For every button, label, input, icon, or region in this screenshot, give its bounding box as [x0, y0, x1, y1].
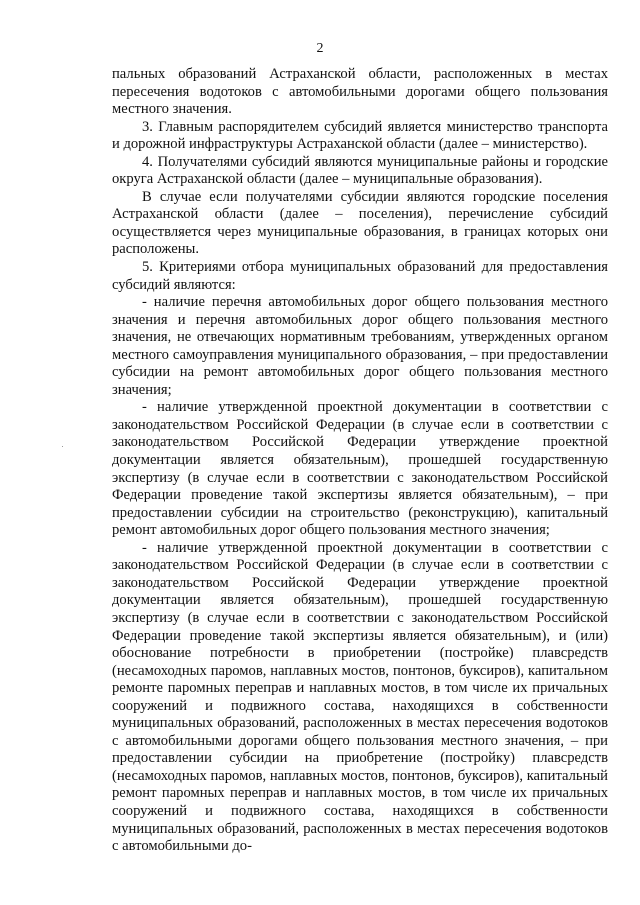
- scan-artifact: [62, 446, 63, 447]
- paragraph-recipients: 4. Получателями субсидий являются муниципальные районы и городские округа Астраханской области (далее – муниципальные образования).: [112, 153, 608, 188]
- paragraph-main-distributor: 3. Главным распорядителем субсидий является министерство транспорта и дорожной инфраструктуры Астраханской области (далее – министерство).: [112, 118, 608, 153]
- paragraph-continuation: пальных образований Астраханской области, расположенных в местах пересечения водотоков с автомобильными дорогами общего пользования местного значения.: [112, 66, 608, 118]
- page-number: 2: [316, 41, 324, 56]
- paragraph-criterion-ferries: - наличие утвержденной проектной документации в соответствии с законодательством Российской Федерации (в случае если в соответствии с законодательством Российской Федерации утверждение проектной документации является обязательным), прошедшей государственную экспертизу (в случае если в соответствии с законодательством Российской Федерации проведение такой экспертизы является обязательным), и (или) обоснование потребности в приобретении (постройке) плавсредств (несамоходных паромов, наплавных мостов, понтонов, буксиров), капитальном ремонте паромных переправ и наплавных мостов, в том числе их причальных сооружений и подвижного состава, находящихся в собственности муниципальных образований, расположенных в местах пересечения водотоков с автомобильными дорогами общего пользования местного значения, – при предоставлении субсидии на приобретение (постройку) плавсредств (несамоходных паромов, наплавных мостов, понтонов, буксиров), капитальный ремонт паромных переправ и наплавных мостов, в том числе их причальных сооружений и подвижного состава, находящихся в собственности муниципальных образований, расположенных в местах пересечения водотоков с автомобильными до-: [112, 539, 608, 855]
- paragraph-settlements: В случае если получателями субсидии являются городские поселения Астраханской области (далее – поселения), перечисление субсидий осуществляется через муниципальные образования, в границах которых они расположены.: [112, 188, 608, 258]
- paragraph-criterion-road-list: - наличие перечня автомобильных дорог общего пользования местного значения и перечня автомобильных дорог общего пользования местного значения, не отвечающих нормативным требованиям, утвержденных органом местного самоуправления муниципального образования, – при предоставлении субсидии на ремонт автомобильных дорог общего пользования местного значения;: [112, 294, 608, 398]
- paragraph-selection-criteria: 5. Критериями отбора муниципальных образований для предоставления субсидий являются:: [112, 259, 608, 293]
- document-body: [112, 66, 608, 856]
- paragraph-criterion-project-docs: - наличие утвержденной проектной документации в соответствии с законодательством Российской Федерации (в случае если в соответствии с законодательством Российской Федерации утверждение проектной документации является обязательным), прошедшей государственную экспертизу (в случае если в соответствии с законодательством Российской Федерации проведение такой экспертизы является обязательным), – при предоставлении субсидии на строительство (реконструкцию), капитальный ремонт автомобильных дорог общего пользования местного значения;: [112, 399, 608, 539]
